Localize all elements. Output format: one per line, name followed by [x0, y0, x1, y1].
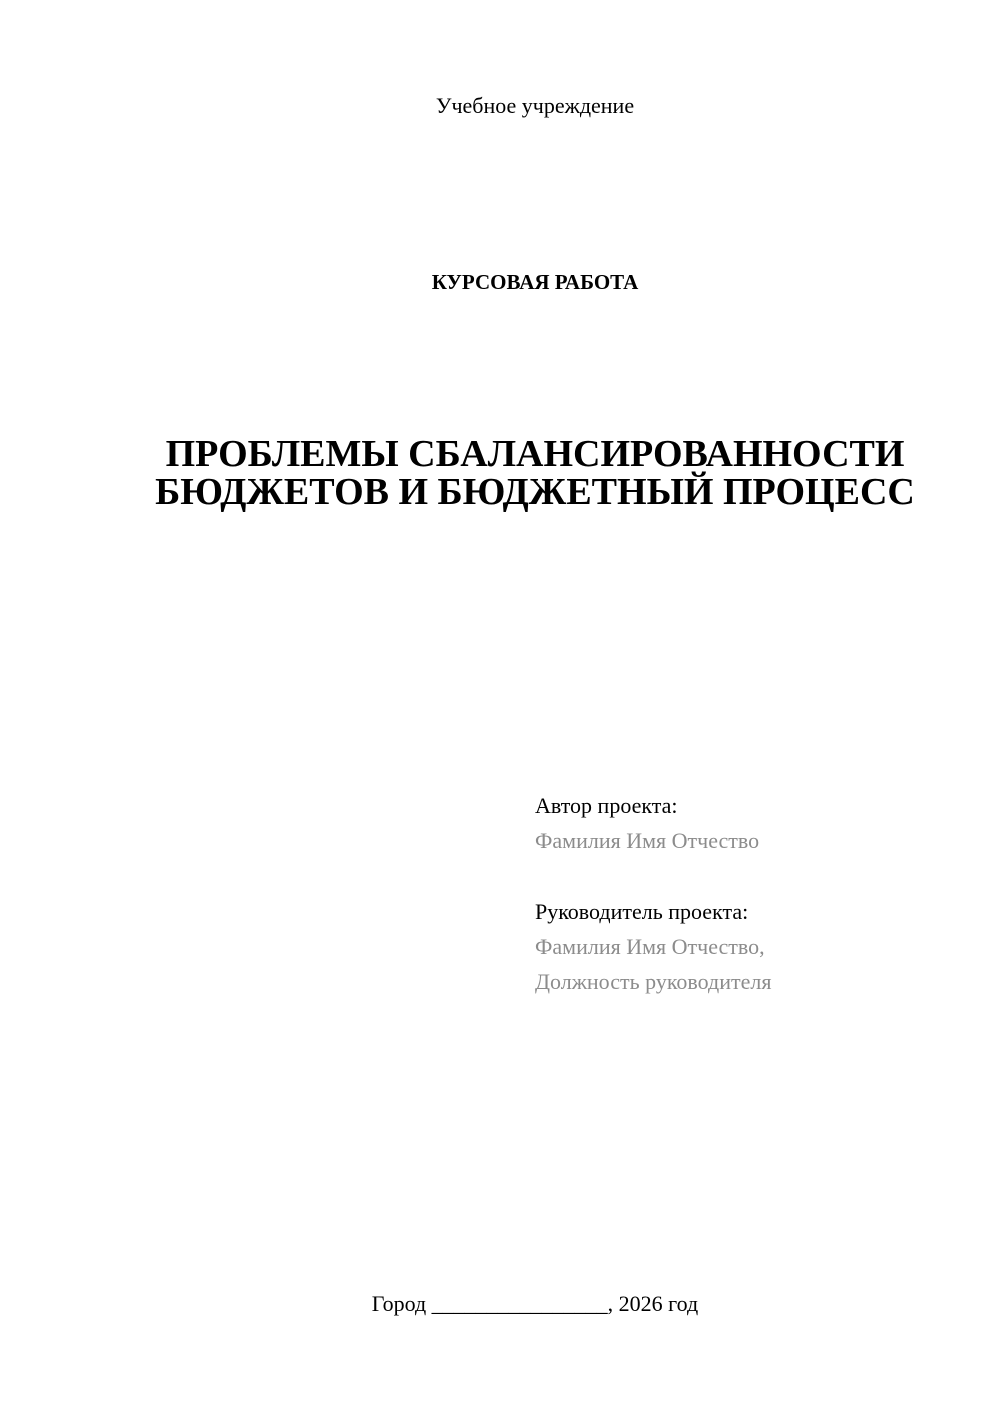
document-title-line-2: БЮДЖЕТОВ И БЮДЖЕТНЫЙ ПРОЦЕСС	[155, 471, 915, 513]
author-name: Фамилия Имя Отчество	[535, 828, 760, 853]
work-type-heading: КУРСОВАЯ РАБОТА	[431, 270, 639, 294]
document-title	[0, 435, 1000, 511]
authorship-block	[535, 788, 771, 999]
spacer	[535, 858, 771, 894]
city-year-line: Город ________________, 2026 год	[371, 1291, 699, 1316]
author-label: Автор проекта:	[535, 793, 678, 818]
supervisor-label: Руководитель проекта:	[535, 899, 749, 924]
institution-name: Учебное учреждение	[435, 93, 635, 118]
supervisor-position: Должность руководителя	[535, 969, 772, 994]
supervisor-name: Фамилия Имя Отчество,	[535, 934, 765, 959]
document-title-line-1: ПРОБЛЕМЫ СБАЛАНСИРОВАННОСТИ	[165, 433, 905, 475]
